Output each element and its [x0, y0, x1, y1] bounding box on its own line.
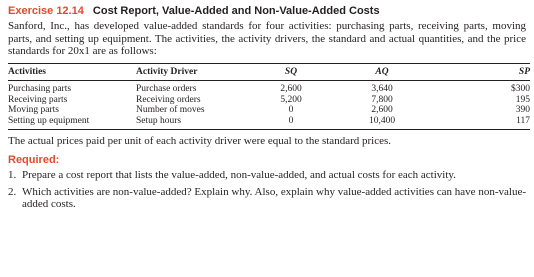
- table-header-row: [8, 63, 530, 81]
- required-item-text: Prepare a cost report that lists the value-added, non-value-added, and actual costs for each activity.: [22, 169, 456, 181]
- actual-prices-note: The actual prices paid per unit of each activity driver were equal to the standard prices.: [8, 135, 392, 147]
- cell-aq: 2,600: [371, 105, 393, 115]
- cell-activity: Receiving parts: [8, 94, 68, 105]
- cell-activity: Setting up equipment: [8, 116, 136, 130]
- header-activities: Activities: [8, 63, 136, 81]
- exercise-number: Exercise 12.14: [8, 5, 84, 17]
- table-row: [8, 81, 530, 95]
- header-sp: SP: [438, 63, 530, 81]
- table-row: [8, 105, 530, 116]
- header-aq: AQ: [326, 63, 438, 81]
- exercise-title: Cost Report, Value-Added and Non-Value-Added Costs: [92, 5, 380, 17]
- cell-aq: 10,400: [326, 116, 438, 130]
- cell-sp: 195: [515, 94, 530, 105]
- cell-sq: 5,200: [280, 94, 302, 105]
- required-heading: Required:: [8, 154, 60, 166]
- header-sq: SQ: [256, 63, 326, 81]
- cell-driver: Setup hours: [136, 116, 256, 130]
- cell-driver: Purchase orders: [136, 84, 197, 94]
- exercise-intro: Sanford, Inc., has developed value-added standards for four activities: purchasing parts, receiving parts, moving parts, and setting up equipment. The activities, the activity drivers, the standard and actual quantities, and the price standards for 20x1 are as follows:: [8, 20, 526, 57]
- cell-sp: 117: [438, 116, 530, 130]
- cell-sq: 0: [288, 105, 294, 115]
- table-row: [8, 95, 530, 106]
- cell-sp: 390: [515, 105, 530, 115]
- cell-aq: 3,640: [371, 84, 393, 94]
- required-item-number: 1.: [8, 169, 17, 181]
- cell-activity: Purchasing parts: [8, 84, 72, 94]
- header-activity-driver: Activity Driver: [136, 63, 256, 81]
- table-row: [8, 116, 530, 130]
- cell-activity: Moving parts: [8, 105, 59, 115]
- exercise-heading: [8, 4, 526, 18]
- cell-sq: 0: [256, 116, 326, 130]
- cell-aq: 7,800: [371, 94, 393, 105]
- required-item-number: 2.: [8, 185, 17, 198]
- cell-driver: Number of moves: [136, 105, 205, 115]
- cell-sp: $300: [511, 84, 530, 94]
- activity-standards-table: [8, 63, 530, 131]
- cell-sq: 2,600: [280, 84, 302, 94]
- required-item-text: Which activities are non-value-added? Explain why. Also, explain why value-added activities can have non-value-added costs.: [22, 185, 526, 210]
- required-item: [8, 186, 526, 211]
- cell-driver: Receiving orders: [136, 94, 201, 105]
- required-item: [8, 169, 526, 182]
